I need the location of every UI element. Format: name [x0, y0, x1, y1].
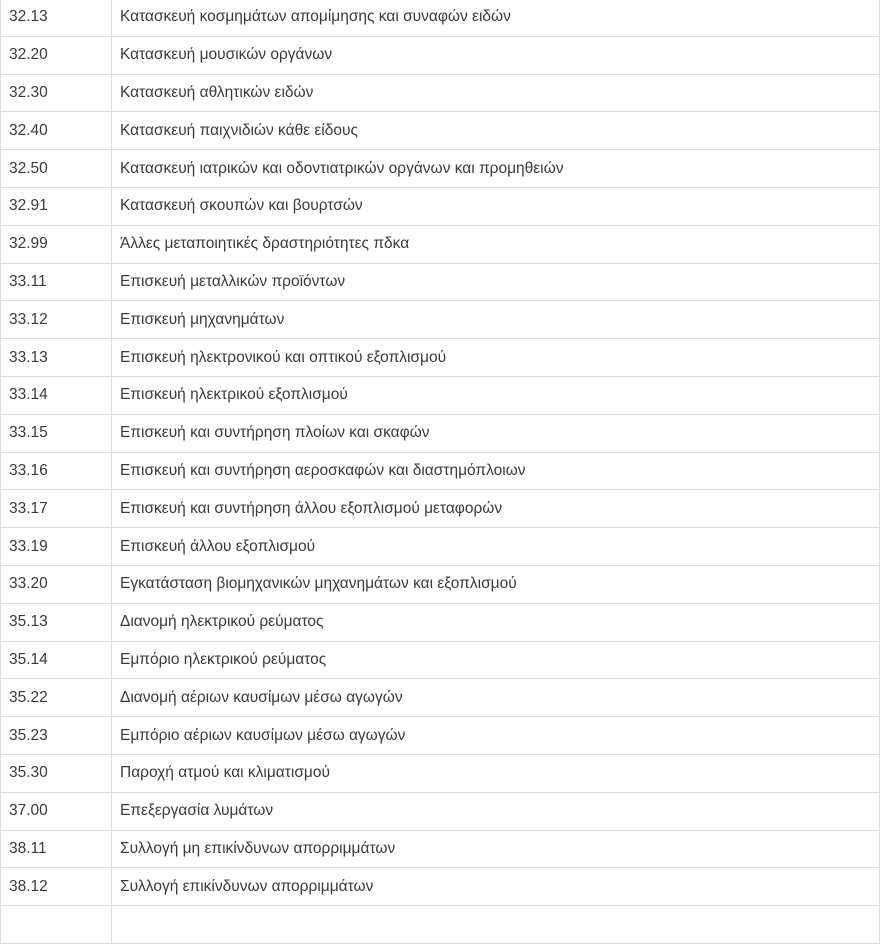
- table-row: [1, 112, 880, 150]
- activity-code-cell: 38.11: [1, 830, 112, 868]
- activity-description-cell: Επισκευή μεταλλικών προϊόντων: [112, 263, 880, 301]
- activity-description-cell: [112, 906, 880, 944]
- table-row: [1, 150, 880, 188]
- activity-code-cell: 32.40: [1, 112, 112, 150]
- table-row: [1, 452, 880, 490]
- activity-description-cell: Επισκευή ηλεκτρικού εξοπλισμού: [112, 376, 880, 414]
- activity-description-cell: Συλλογή επικίνδυνων απορριμμάτων: [112, 868, 880, 906]
- activity-description-cell: Κατασκευή κοσμημάτων απομίμησης και συναφών ειδών: [112, 0, 880, 36]
- activity-code-cell: 33.13: [1, 339, 112, 377]
- activity-code-cell: 33.20: [1, 565, 112, 603]
- table-row: [1, 565, 880, 603]
- activity-description-cell: Παροχή ατμού και κλιματισμού: [112, 754, 880, 792]
- activity-code-cell: 35.14: [1, 641, 112, 679]
- table-row: [1, 906, 880, 944]
- activity-description-cell: Κατασκευή αθλητικών ειδών: [112, 74, 880, 112]
- activity-description-cell: Επισκευή ηλεκτρονικού και οπτικού εξοπλισμού: [112, 339, 880, 377]
- table-row: [1, 225, 880, 263]
- table-row: [1, 36, 880, 74]
- activity-code-cell: 35.30: [1, 754, 112, 792]
- table-row: [1, 74, 880, 112]
- activity-description-cell: Εγκατάσταση βιομηχανικών μηχανημάτων και εξοπλισμού: [112, 565, 880, 603]
- activity-code-cell: 35.22: [1, 679, 112, 717]
- activity-description-cell: Άλλες μεταποιητικές δραστηριότητες πδκα: [112, 225, 880, 263]
- activity-description-cell: Επισκευή και συντήρηση πλοίων και σκαφών: [112, 414, 880, 452]
- activity-description-cell: Επισκευή και συντήρηση άλλου εξοπλισμού μεταφορών: [112, 490, 880, 528]
- table-row: [1, 830, 880, 868]
- table-row: [1, 0, 880, 36]
- table-row: [1, 490, 880, 528]
- activity-description-cell: Επισκευή και συντήρηση αεροσκαφών και διαστημόπλοιων: [112, 452, 880, 490]
- activity-code-cell: 33.11: [1, 263, 112, 301]
- activity-description-cell: Επισκευή άλλου εξοπλισμού: [112, 528, 880, 566]
- activity-code-cell: 33.17: [1, 490, 112, 528]
- activity-code-cell: 35.13: [1, 603, 112, 641]
- table-row: [1, 641, 880, 679]
- table-row: [1, 263, 880, 301]
- activity-description-cell: Εμπόριο αέριων καυσίμων μέσω αγωγών: [112, 717, 880, 755]
- activity-description-cell: Κατασκευή παιχνιδιών κάθε είδους: [112, 112, 880, 150]
- activity-code-cell: 33.12: [1, 301, 112, 339]
- table-row: [1, 792, 880, 830]
- activity-description-cell: Εμπόριο ηλεκτρικού ρεύματος: [112, 641, 880, 679]
- activity-code-cell: 33.14: [1, 376, 112, 414]
- activity-description-cell: Κατασκευή ιατρικών και οδοντιατρικών οργάνων και προμηθειών: [112, 150, 880, 188]
- table-row: [1, 376, 880, 414]
- activity-code-cell: 33.19: [1, 528, 112, 566]
- table-row: [1, 187, 880, 225]
- table-row: [1, 717, 880, 755]
- activity-code-cell: 33.15: [1, 414, 112, 452]
- table-row: [1, 414, 880, 452]
- activity-code-cell: 38.12: [1, 868, 112, 906]
- table-row: [1, 603, 880, 641]
- table-row: [1, 754, 880, 792]
- activity-code-cell: 33.16: [1, 452, 112, 490]
- activity-description-cell: Κατασκευή μουσικών οργάνων: [112, 36, 880, 74]
- activity-code-cell: 32.99: [1, 225, 112, 263]
- activity-code-cell: 32.13: [1, 0, 112, 36]
- activity-code-cell: 32.50: [1, 150, 112, 188]
- table-body: [1, 0, 880, 943]
- table-row: [1, 528, 880, 566]
- activity-description-cell: Διανομή αέριων καυσίμων μέσω αγωγών: [112, 679, 880, 717]
- activity-code-cell: [1, 906, 112, 944]
- table-row: [1, 301, 880, 339]
- activity-description-cell: Επεξεργασία λυμάτων: [112, 792, 880, 830]
- activity-description-cell: Διανομή ηλεκτρικού ρεύματος: [112, 603, 880, 641]
- activity-description-cell: Συλλογή μη επικίνδυνων απορριμμάτων: [112, 830, 880, 868]
- activity-code-cell: 35.23: [1, 717, 112, 755]
- table-row: [1, 679, 880, 717]
- activity-code-cell: 32.30: [1, 74, 112, 112]
- activity-code-cell: 32.91: [1, 187, 112, 225]
- activity-description-cell: Κατασκευή σκουπών και βουρτσών: [112, 187, 880, 225]
- table-row: [1, 868, 880, 906]
- activity-code-cell: 32.20: [1, 36, 112, 74]
- activity-description-cell: Επισκευή μηχανημάτων: [112, 301, 880, 339]
- table-row: [1, 339, 880, 377]
- activity-code-cell: 37.00: [1, 792, 112, 830]
